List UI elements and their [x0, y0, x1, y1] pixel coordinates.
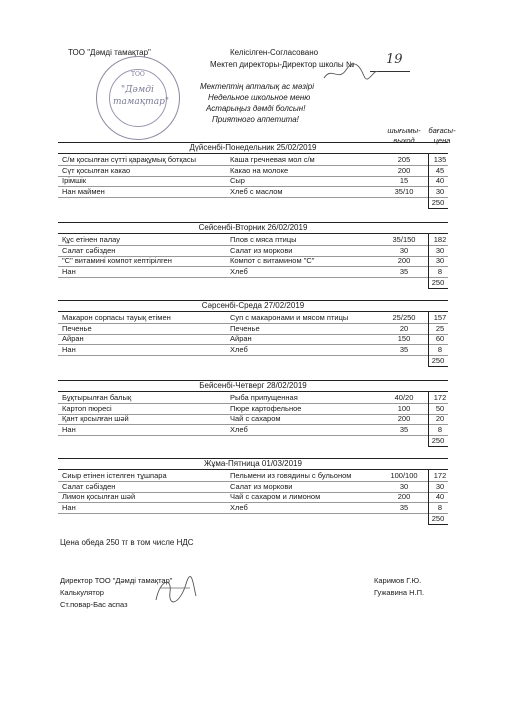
day-total: 250 [431, 436, 445, 445]
dish-output: 30 [399, 481, 409, 491]
dish-name-kz: "С" витамині компот кептірілген [62, 256, 172, 265]
dish-output: 25/250 [392, 313, 416, 322]
dish-output: 200 [397, 492, 411, 501]
dish-output: 200 [397, 256, 411, 265]
menu-row-rule [58, 197, 448, 198]
dish-name-kz: Печенье [62, 323, 92, 333]
menu-row [0, 155, 524, 165]
menu-row [0, 492, 524, 502]
dish-name-ru: Айран [230, 334, 252, 343]
greeting-line1: Мектептің апталық ас мәзірі [200, 82, 314, 91]
dish-price: 25 [435, 323, 445, 333]
dish-name-ru: Каша гречневая мол с/м [230, 155, 315, 164]
dish-price: 30 [435, 256, 445, 265]
dish-name-ru: Хлеб [230, 266, 248, 276]
dish-output: 205 [397, 155, 411, 164]
menu-row [0, 166, 524, 176]
menu-row [0, 187, 524, 197]
dish-price: 8 [437, 344, 443, 354]
menu-row [0, 176, 524, 186]
menu-row [0, 246, 524, 256]
dish-output: 200 [397, 414, 411, 423]
day-title-rule [58, 233, 448, 234]
dish-name-kz: Нан [62, 424, 76, 434]
dish-name-kz: Ірімшік [62, 176, 87, 185]
day-total-rule [428, 208, 448, 209]
menu-row-rule [58, 277, 448, 278]
day-title-rule [58, 153, 448, 154]
dish-price: 172 [433, 471, 447, 480]
dish-name-kz: Қант қосылған шәй [62, 414, 129, 423]
day-title: Бейсенбі-Четверг 28/02/2019 [199, 381, 307, 390]
dish-output: 35/10 [394, 186, 414, 196]
dish-name-kz: С/м қосылған сүтті қарақұмық ботқасы [62, 155, 197, 164]
dish-price: 40 [435, 492, 445, 501]
dish-name-ru: Плов с мяса птицы [230, 235, 297, 244]
dish-price: 30 [435, 481, 445, 491]
dish-name-ru: Рыба припущенная [230, 393, 298, 402]
day-title-rule [58, 469, 448, 470]
dish-name-ru: Чай с сахаром и лимоном [230, 492, 321, 501]
day-total: 250 [431, 356, 445, 365]
dish-name-ru: Суп с макаронами и мясом птицы [230, 313, 349, 322]
day-total-rule [428, 524, 448, 525]
menu-row [0, 425, 524, 435]
dish-output: 35 [399, 502, 409, 512]
dish-price: 30 [435, 245, 445, 255]
day-total: 250 [431, 278, 445, 287]
org-name: ТОО "Дәмді тамақтар" [68, 48, 151, 57]
dish-name-kz: Лимон қосылған шәй [62, 492, 136, 501]
menu-row [0, 404, 524, 414]
dish-price: 30 [435, 186, 445, 196]
menu-row [0, 235, 524, 245]
stamp-line1: ТОО [131, 71, 145, 78]
price-header-kz: бағасы- [428, 126, 456, 135]
dish-price: 50 [435, 403, 445, 413]
dish-name-kz: Салат сәбізден [62, 481, 116, 491]
footer-calculator: Калькулятор [60, 588, 104, 597]
dish-name-ru: Хлеб [230, 344, 248, 354]
dish-price: 40 [435, 176, 445, 185]
dish-price: 8 [437, 502, 443, 512]
menu-row-rule [58, 355, 448, 356]
dish-name-ru: Сыр [230, 176, 245, 185]
dish-output: 35 [399, 266, 409, 276]
dish-output: 30 [399, 245, 409, 255]
day-title-rule [58, 311, 448, 312]
dish-price: 157 [433, 313, 447, 322]
dish-name-kz: Нан [62, 344, 76, 354]
dish-price: 20 [435, 414, 445, 423]
dish-name-kz: Картоп пюресі [62, 403, 112, 413]
greeting-line2: Недельное школьное меню [208, 93, 311, 102]
dish-output: 20 [399, 323, 409, 333]
dish-output: 40/20 [394, 393, 414, 402]
menu-row [0, 267, 524, 277]
menu-row-rule [58, 513, 448, 514]
menu-row [0, 482, 524, 492]
menu-row [0, 414, 524, 424]
stamp-line3: тамақтар" [113, 97, 169, 107]
day-title: Жұма-Пятница 01/03/2019 [204, 459, 302, 468]
dish-name-kz: Нан [62, 266, 76, 276]
menu-row-rule [58, 435, 448, 436]
dish-output: 200 [397, 165, 411, 175]
greeting-line4: Приятного аппетита! [212, 115, 299, 124]
day-title: Сейсенбі-Вторник 26/02/2019 [198, 223, 308, 232]
dish-name-kz: Сиыр етінен істелген тұшпара [62, 471, 167, 480]
dish-price: 45 [435, 165, 445, 175]
dish-name-ru: Салат из моркови [230, 481, 293, 491]
stamp-line2: "Дәмді [121, 85, 154, 95]
day-total-rule [428, 446, 448, 447]
menu-row [0, 471, 524, 481]
day-total-rule [428, 288, 448, 289]
menu-row [0, 345, 524, 355]
director-signature [320, 62, 380, 84]
dish-name-kz: Салат сәбізден [62, 245, 116, 255]
dish-name-ru: Пельмени из говядины с бульоном [230, 471, 352, 480]
day-total-rule [428, 366, 448, 367]
dish-name-ru: Хлеб [230, 502, 248, 512]
school-number: 19 [386, 52, 403, 67]
day-total: 250 [431, 198, 445, 207]
dish-name-ru: Печенье [230, 323, 260, 333]
dish-name-ru: Салат из моркови [230, 245, 293, 255]
dish-name-kz: Нан [62, 502, 76, 512]
dish-name-ru: Компот с витамином "С" [230, 256, 315, 265]
dish-name-ru: Пюре картофельное [230, 403, 302, 413]
dish-price: 182 [433, 235, 447, 244]
dish-price: 60 [435, 334, 445, 343]
dish-price: 172 [433, 393, 447, 402]
dish-output: 100/100 [390, 471, 418, 480]
price-header-ru: цена [433, 136, 451, 145]
footer-name-karimov: Каримов Г.Ю. [374, 576, 422, 585]
dish-output: 35/150 [392, 235, 416, 244]
dish-output: 15 [399, 176, 409, 185]
dish-name-kz: Құс етінен палау [62, 235, 120, 244]
footer-director: Директор ТОО "Дәмді тамақтар" [60, 576, 173, 585]
dish-name-kz: Айран [62, 334, 84, 343]
footer-signature [150, 570, 200, 608]
dish-output: 150 [397, 334, 411, 343]
dish-name-kz: Бұқтырылған балық [62, 393, 132, 402]
output-header-ru: выход [393, 136, 415, 145]
day-total: 250 [431, 514, 445, 523]
menu-row [0, 334, 524, 344]
lunch-price-note: Цена обеда 250 тг в том числе НДС [60, 538, 194, 547]
dish-name-ru: Какао на молоке [230, 165, 289, 175]
dish-name-kz: Сүт қосылған какао [62, 165, 131, 175]
output-header-kz: шығымы- [387, 126, 421, 135]
dish-output: 100 [397, 403, 411, 413]
greeting-line3: Астарыңыз дәмді болсын! [206, 104, 306, 113]
dish-name-ru: Чай с сахаром [230, 414, 281, 423]
dish-price: 135 [433, 155, 447, 164]
menu-row [0, 324, 524, 334]
dish-price: 8 [437, 424, 443, 434]
dish-price: 8 [437, 266, 443, 276]
day-title: Дүйсенбі-Понедельник 25/02/2019 [189, 143, 317, 152]
menu-row [0, 256, 524, 266]
director-school-label: Мектеп директоры-Директор школы № [210, 60, 355, 69]
dish-name-ru: Хлеб [230, 424, 248, 434]
footer-cook: Ст.повар-Бас аспаз [60, 600, 128, 609]
approval-label: Келісілген-Согласовано [230, 48, 319, 57]
menu-row [0, 313, 524, 323]
dish-output: 35 [399, 344, 409, 354]
dish-name-ru: Хлеб с маслом [230, 186, 283, 196]
dish-output: 35 [399, 424, 409, 434]
menu-row [0, 393, 524, 403]
menu-row [0, 503, 524, 513]
dish-name-kz: Макарон сорпасы тауық етімен [62, 313, 171, 322]
dish-name-kz: Нан маймен [62, 186, 105, 196]
day-title-rule [58, 391, 448, 392]
footer-name-guzhavina: Гужавина Н.П. [374, 588, 425, 597]
company-stamp [96, 56, 180, 140]
day-title: Сәрсенбі-Среда 27/02/2019 [201, 301, 305, 310]
